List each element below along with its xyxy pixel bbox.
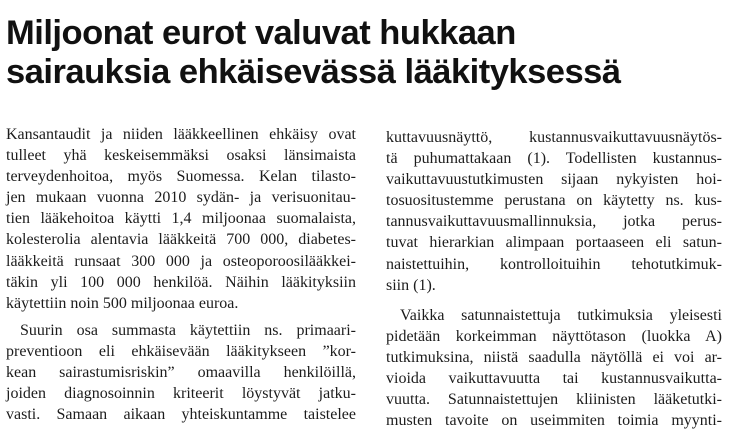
paragraph-left-2 <box>6 320 356 425</box>
headline-line-2: sairauksia ehkäisevässä lääkityksessä <box>6 53 621 91</box>
text-line: kolesterolia alentavia lääkkeitä 700 000, diabetes- <box>6 231 356 249</box>
text-line: tannusvaikuttavuusmallinnuksia, jotka perus- <box>386 213 722 231</box>
text-line: siin (1). <box>386 276 436 294</box>
text-line: terveydenhoitoa, myös Suomessa. Kelan tilasto- <box>6 168 356 186</box>
headline-line-1: Miljoonat eurot valuvat hukkaan <box>6 14 516 52</box>
text-line: tosuositustemme perustana on käytetty ns. kus- <box>386 192 722 210</box>
text-line: naistettuihin, kontrolloituihin tehotutkimuk- <box>386 255 722 273</box>
text-line: vioida vaikuttavuutta tai kustannusvaikutta- <box>386 370 722 388</box>
text-line: tutkimuksina, niistä saadulla näytöllä ei voi ar- <box>386 348 722 366</box>
text-line: pidetään korkeimman näyttötason (luokka A) <box>386 327 722 345</box>
text-line: tuvat hierarkian alimpaan portaaseen eli satun- <box>386 234 722 252</box>
text-line: kuttavuusnäyttö, kustannusvaikuttavuusnäytös- <box>386 129 722 146</box>
text-line: tulleet yhä keskeisemmäksi osaksi länsimaista <box>6 147 356 165</box>
text-line: musten tavoite on useimmiten toimia myynti- <box>386 412 722 430</box>
paragraph-right-2 <box>386 305 722 432</box>
text-line: Kansantaudit ja niiden lääkkeellinen ehkäisy ovat <box>6 126 356 143</box>
text-line: Suurin osa summasta käytettiin ns. primaari- <box>20 321 356 339</box>
text-line: joiden diagnosoinnin kriteerit löystyvät jatku- <box>6 385 356 403</box>
text-line: lääkkeitä runsaat 300 000 ja osteoporoosilääkkei- <box>6 252 356 270</box>
text-line: täkin yli 100 000 henkilöä. Näihin lääkityksiin <box>6 273 356 291</box>
body-column-left <box>6 124 356 425</box>
text-line: tä puhumattakaan (1). Todellisten kustannus- <box>386 150 722 168</box>
text-line: Vaikka satunnaistettuja tutkimuksia yleisesti <box>400 306 722 324</box>
text-line: vuutta. Satunnaistettujen kliinisten lääketutki- <box>386 391 722 409</box>
text-line: preventioon eli ehkäisevään lääkitykseen ”kor- <box>6 342 356 360</box>
text-line: jen mukaan vuonna 2010 sydän- ja verisuonitau- <box>6 189 356 207</box>
text-line: vasti. Samaan aikaan yhteiskuntamme taistelee <box>6 406 356 424</box>
text-line: tien lääkehoitoa käytti 1,4 miljoonaa suomalaista, <box>6 210 356 228</box>
text-line: käytettiin noin 500 miljoonaa euroa. <box>6 294 239 312</box>
paragraph-right-1 <box>386 127 722 296</box>
text-line: kean sairastumisriskin” omaavilla henkilöillä, <box>6 364 356 382</box>
paragraph-left-1 <box>6 124 356 314</box>
text-line: vaikuttavuustutkimusten sijaan nykyisten hoi- <box>386 171 722 189</box>
article-headline <box>6 14 734 92</box>
body-column-right <box>386 127 722 431</box>
